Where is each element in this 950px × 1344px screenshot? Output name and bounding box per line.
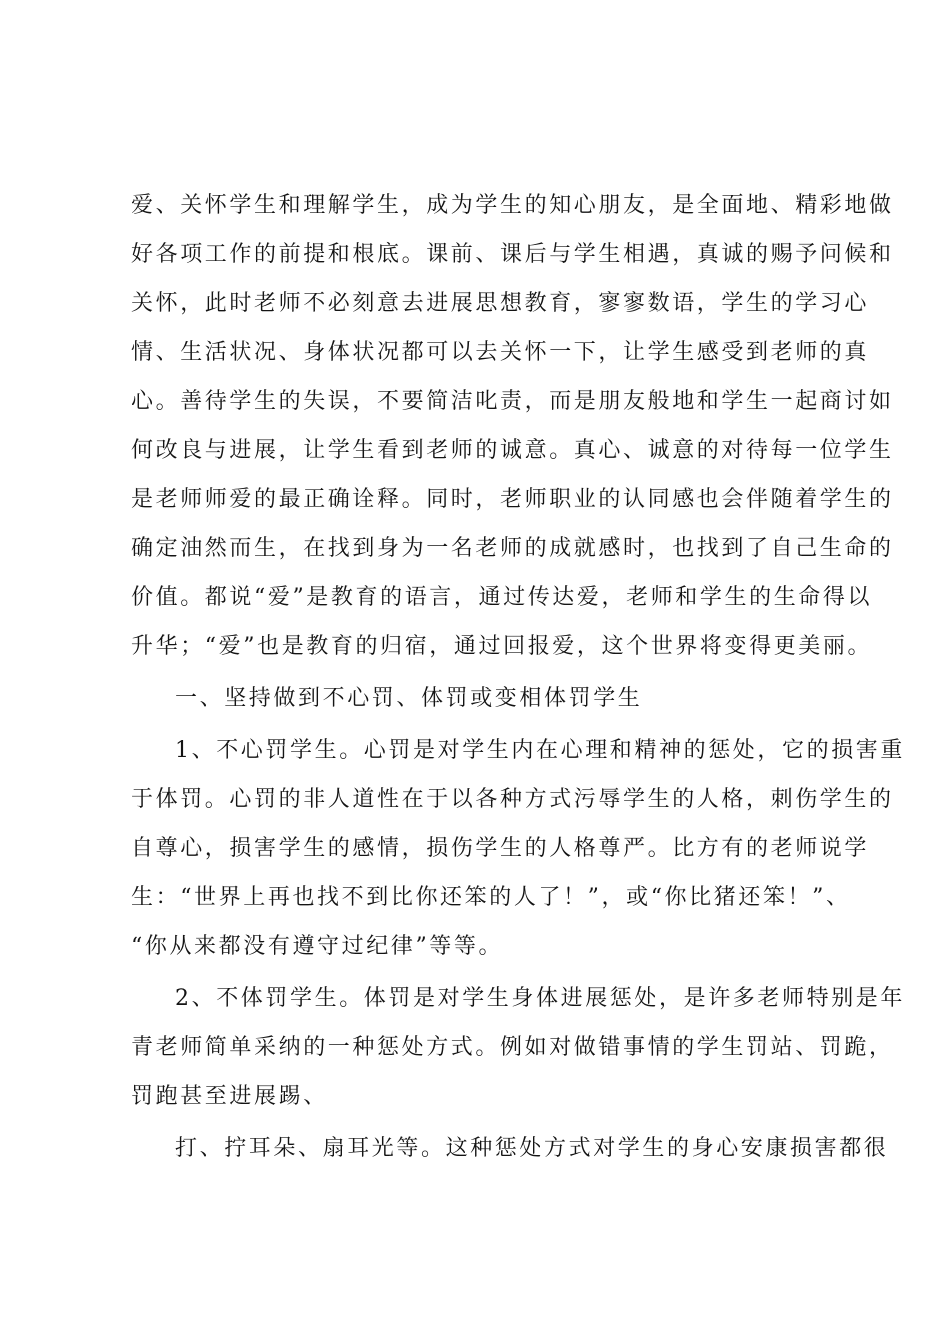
paragraph-line: 情、生活状况、身体状况都可以去关怀一下，让学生感受到老师的真 [131,340,870,365]
paragraph-line: 是老师师爱的最正确诠释。同时，老师职业的认同感也会伴随着学生的 [131,487,894,512]
paragraph-line: 价值。都说“爱”是教育的语言，通过传达爱，老师和学生的生命得以 [131,585,873,610]
paragraph-line: 生：“世界上再也找不到比你还笨的人了！”，或“你比猪还笨！”、 [131,885,851,910]
paragraph-line: 打、拧耳朵、扇耳光等。这种惩处方式对学生的身心安康损害都很 [175,1136,889,1161]
paragraph-line: 自尊心，损害学生的感情，损伤学生的人格尊严。比方有的老师说学 [131,836,870,861]
paragraph-line: 罚跑甚至进展踢、 [131,1084,328,1109]
paragraph-line: 确定油然而生，在找到身为一名老师的成就感时，也找到了自己生命的 [131,536,894,561]
paragraph-line: 2、不体罚学生。体罚是对学生身体进展惩处，是许多老师特别是年 [175,986,905,1011]
paragraph-line: 爱、关怀学生和理解学生，成为学生的知心朋友，是全面地、精彩地做 [131,193,894,218]
paragraph-line: 升华；“爱”也是教育的归宿，通过回报爱，这个世界将变得更美丽。 [131,634,873,659]
paragraph-line: 青老师简单采纳的一种惩处方式。例如对做错事情的学生罚站、罚跪， [131,1035,894,1060]
paragraph-line: “你从来都没有遵守过纪律”等等。 [131,934,504,959]
section-heading: 一、坚持做到不心罚、体罚或变相体罚学生 [175,686,643,711]
paragraph-line: 关怀，此时老师不必刻意去进展思想教育，寥寥数语，学生的学习心 [131,291,870,316]
paragraph-line: 好各项工作的前提和根底。课前、课后与学生相遇，真诚的赐予问候和 [131,242,894,267]
paragraph-line: 何改良与进展，让学生看到老师的诚意。真心、诚意的对待每一位学生 [131,438,894,463]
paragraph-line: 心。善待学生的失误，不要简洁叱责，而是朋友般地和学生一起商讨如 [131,389,894,414]
paragraph-line: 1、不心罚学生。心罚是对学生内在心理和精神的惩处，它的损害重 [175,738,905,763]
paragraph-line: 于体罚。心罚的非人道性在于以各种方式污辱学生的人格，刺伤学生的 [131,787,894,812]
